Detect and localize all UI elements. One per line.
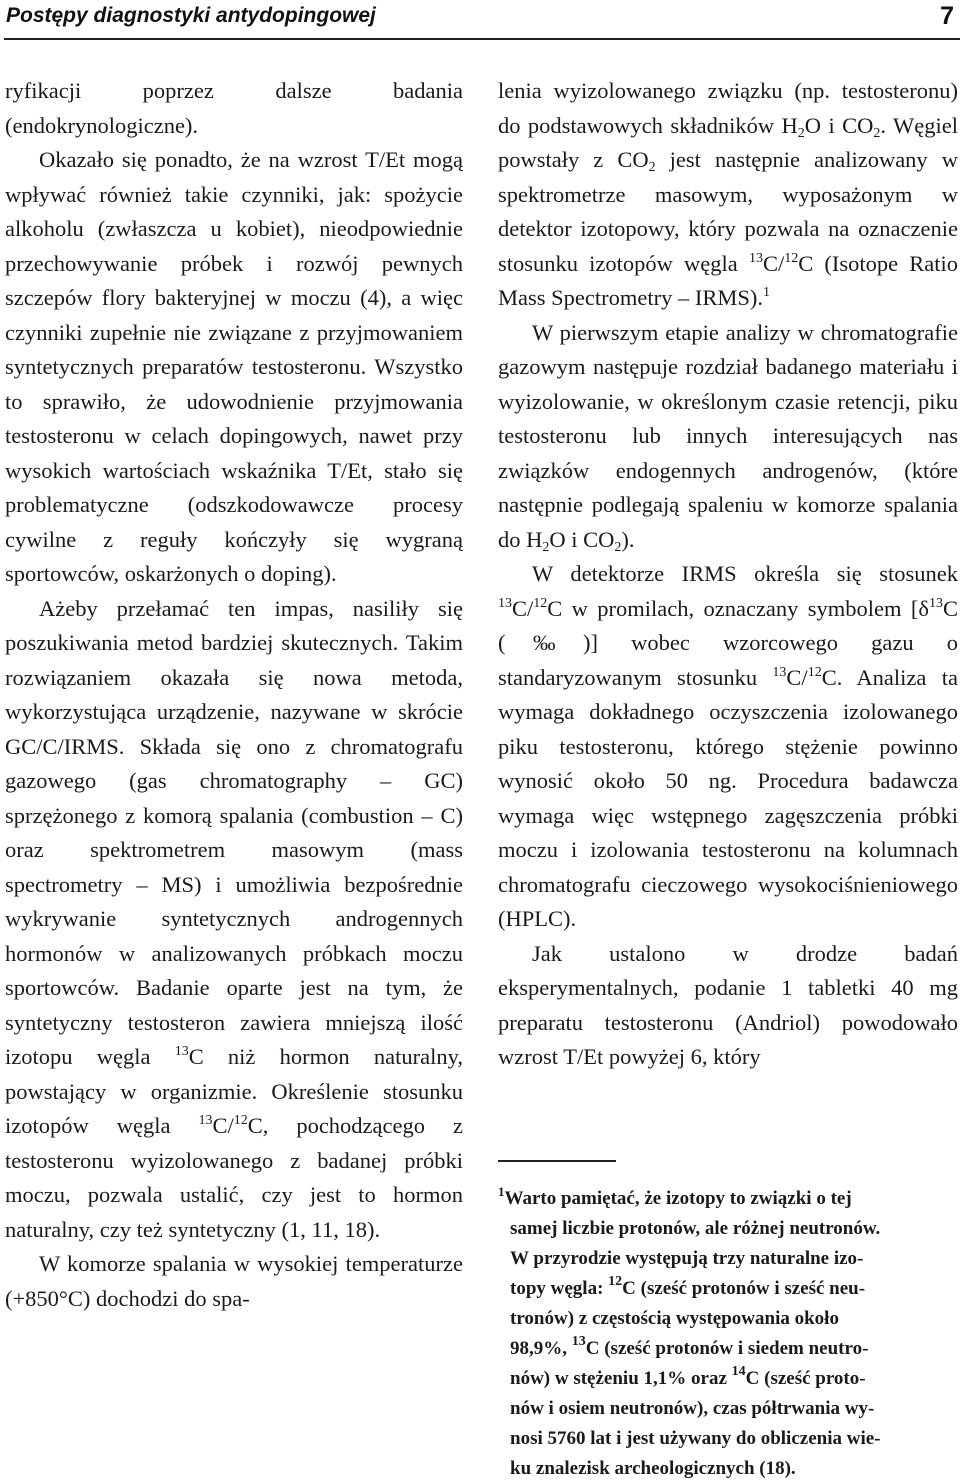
footnote-line: W przyrodzie występują trzy naturalne izo- (510, 1248, 864, 1269)
footnote-line: $^1$Warto pamiętać, że izotopy to związki o tej (498, 1184, 852, 1209)
footnote-line: nosi 5760 lat i jest używany do obliczenia wie- (510, 1428, 881, 1449)
footnote-line: nów) w stężeniu 1,1% oraz $^{14}$C (sześć proto- (510, 1364, 866, 1389)
paragraph: Okazało się ponadto, że na wzrost T/Et mogą wpływać również takie czynniki, jak: spożycie alkoholu (zwłaszcza u kobiet), nieodpowiednie przechowywanie próbek i rozwój pewnych szczepów flory bakteryjnej w moczu (4), a więc czynniki zupełnie nie związane z przyjmowaniem syntetycznych preparatów testosteronu. Wszystko to sprawiło, że udowodnienie przyjmowania testosteronu w celach dopingowych, nawet przy wysokich wartościach wskaźnika T/Et, stało się problematyczne (odszkodowawcze procesy cywilne z reguły kończyły się wygraną sportowców, oskarżonych o doping). (5, 147, 463, 586)
running-title: Postępy diagnostyki antydopingowej (6, 4, 376, 27)
footnote-line: 98,9%, $^{13}$C (sześć protonów i siedem neutro- (510, 1334, 869, 1359)
footnote-line: samej liczbie protonów, ale różnej neutronów. (510, 1218, 881, 1239)
footnote-line: ku znalezisk archeologicznych (18). (510, 1458, 796, 1479)
paragraph: W pierwszym etapie analizy w chromatografie gazowym następuje rozdział badanego materiału i wyizolowanie, w określonym czasie retencji, piku testosteronu lub innych interesujących nas związków endogennych androgenów, (które następnie podlegają spaleniu w komorze spalania do $H_2O$ i $CO_2$). (498, 319, 958, 555)
page-header (0, 0, 960, 44)
paragraph: Ażeby przełamać ten impas, nasiliły się poszukiwania metod bardziej skutecznych. Takim rozwiązaniem okazała się nowa metoda, wykorzystująca urządzenie, nazywane w skrócie GC/C/IRMS. Składa się ono z chromatografu gazowego (gas chromatography – GC) sprzężonego z komorą spalania (combustion – C) oraz spektrometrem masowym (mass spectrometry – MS) i umożliwia bezpośrednie wykrywanie syntetycznych androgennych hormonów w analizowanych próbkach moczu sportowców. Badanie oparte jest na tym, że syntetyczny testosteron zawiera mniejszą ilość izotopu węgla $^{13}$C niż hormon naturalny, powstający w organizmie. Określenie stosunku izotopów węgla $^{13}$C/$^{12}$C, pochodzącego z testosteronu wyizolowanego z badanej próbki moczu, pozwala ustalić, czy jest to hormon naturalny, czy też syntetyczny (1, 11, 18). (5, 595, 464, 1242)
right-column (498, 74, 958, 1075)
footnote-line: topy węgla: $^{12}$C (sześć protonów i sześć neu- (510, 1274, 866, 1299)
footnote-line: tronów) z częstością występowania około (510, 1308, 839, 1329)
paragraph: W komorze spalania w wysokiej temperaturze (+850°C) dochodzi do spa- (5, 1251, 463, 1311)
paragraph: Jak ustalono w drodze badań eksperymentalnych, podanie 1 tabletki 40 mg preparatu testosteronu (Andriol) powodowało wzrost T/Et powyżej 6, który (498, 940, 958, 1069)
footnote (498, 1184, 958, 1484)
footnote-divider (498, 1160, 616, 1162)
page-number: 7 (940, 2, 954, 30)
header-divider (4, 38, 960, 40)
footnote-line: nów i osiem neutronów), czas półtrwania wy- (510, 1398, 875, 1419)
left-column (5, 74, 463, 1316)
paragraph: lenia wyizolowanego związku (np. testosteronu) do podstawowych składników $H_2O$ i $CO_2$. Węgiel powstały z $CO_2$ jest następnie analizowany w spektrometrze masowym, wyposażonym w detektor izotopowy, który pozwala na oznaczenie stosunku izotopów węgla $^{13}$C/$^{12}$C (Isotope Ratio Mass Spectrometry – IRMS).$^1$ (498, 78, 958, 310)
footnote-mark: 1 (498, 1184, 505, 1199)
paragraph: ryfikacji poprzez dalsze badania (endokrynologiczne). (5, 78, 463, 138)
paragraph: W detektorze IRMS określa się stosunek $^{13}$C/$^{12}$C w promilach, oznaczany symbolem [$\delta^{13}C$ (‰)] wobec wzorcowego gazu o standaryzowanym stosunku $^{13}$C/$^{12}$C. Analiza ta wymaga dokładnego oczyszczenia izolowanego piku testosteronu, którego stężenie powinno wynosić około 50 ng. Procedura badawcza wymaga więc wstępnego zagęszczenia próbki moczu i izolowania testosteronu na kolumnach chromatografu cieczowego wysokociśnieniowego (HPLC). (498, 561, 958, 931)
footnote-reference: 1 (762, 285, 770, 300)
